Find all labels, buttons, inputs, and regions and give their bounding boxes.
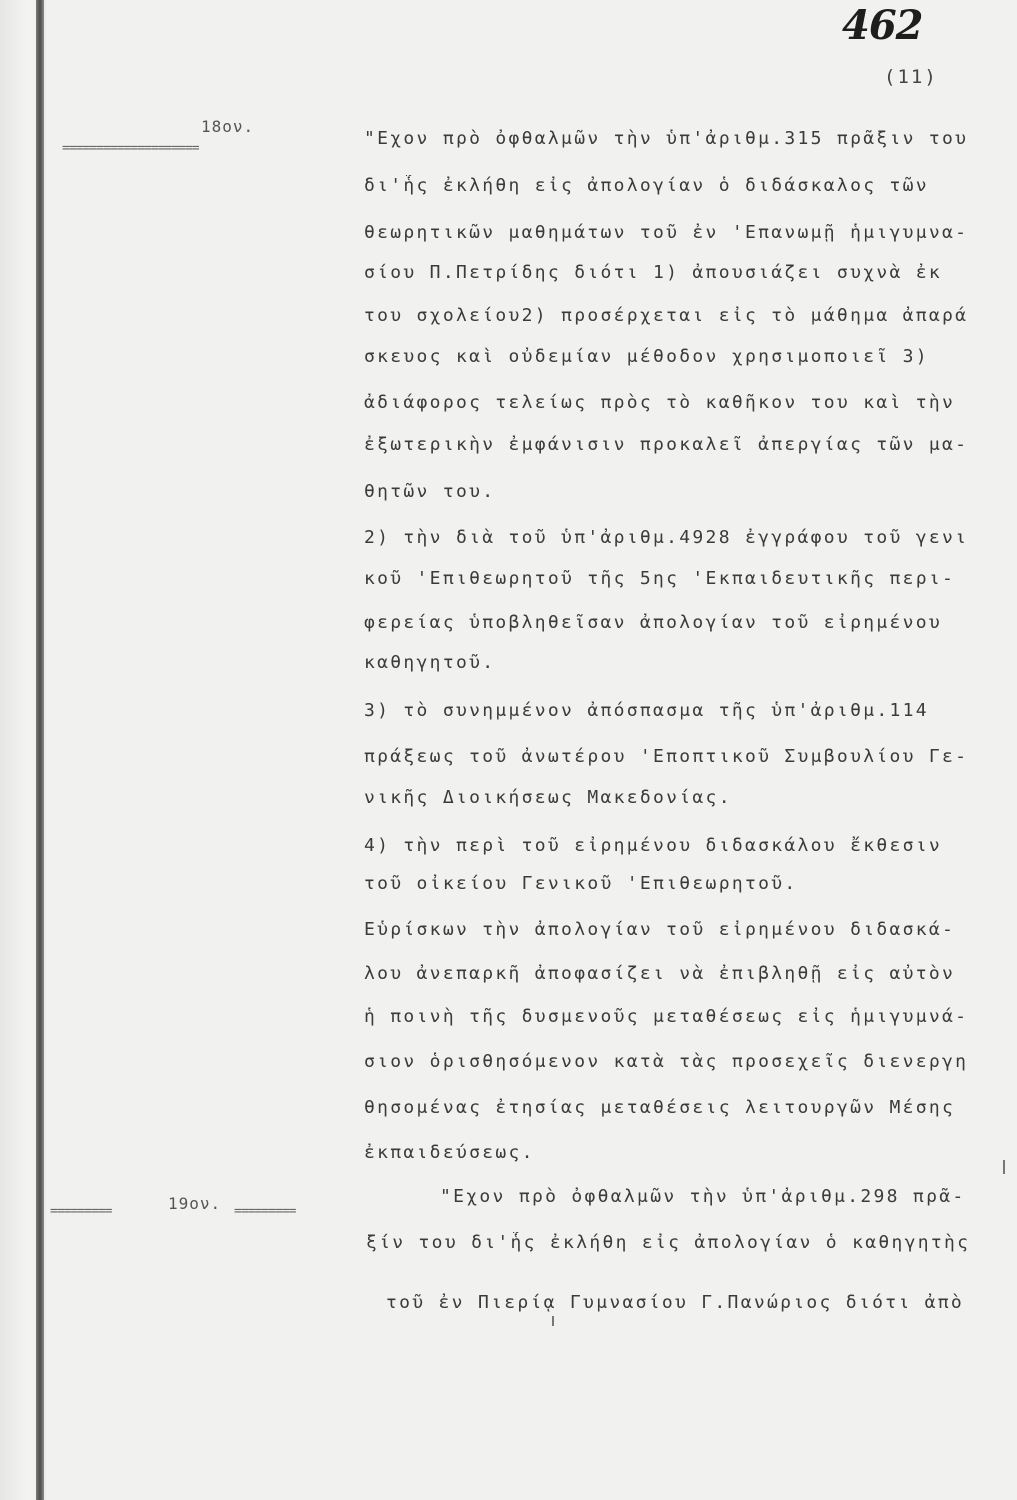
- text-line: καθηγητοῦ.: [364, 652, 496, 673]
- text-line: σιον ὁρισθησόμενον κατὰ τὰς προσεχεῖς διενεργη: [364, 1051, 969, 1072]
- text-line: "Εχον πρὸ ὀφθαλμῶν τὴν ὑπ'ἀριθμ.315 πρᾶξιν του: [364, 128, 969, 149]
- text-line: 3) τὸ συνημμένον ἀπόσπασμα τῆς ὑπ'ἀριθμ.114: [364, 700, 929, 721]
- text-line: κοῦ 'Επιθεωρητοῦ τῆς 5ης 'Εκπαιδευτικῆς περι-: [364, 568, 956, 589]
- text-line: ἀδιάφορος τελείως πρὸς τὸ καθῆκον του καὶ τὴν: [364, 392, 956, 413]
- text-line: σίου Π.Πετρίδης διότι 1) ἀπουσιάζει συχνὰ ἐκ: [364, 262, 943, 283]
- text-line: φερείας ὑποβληθεῖσαν ἀπολογίαν τοῦ εἰρημένου: [364, 612, 943, 633]
- text-line: Εὑρίσκων τὴν ἀπολογίαν τοῦ εἰρημένου διδασκά-: [364, 919, 956, 940]
- stray-mark: [1003, 1160, 1005, 1174]
- text-line: 4) τὴν περὶ τοῦ εἰρημένου διδασκάλου ἔκθεσιν: [364, 835, 943, 856]
- text-line: 2) τὴν διὰ τοῦ ὑπ'ἀριθμ.4928 ἐγγράφου τοῦ γενι: [364, 527, 969, 548]
- text-line: θητῶν του.: [364, 481, 496, 502]
- text-line: του σχολείου2) προσέρχεται εἰς τὸ μάθημα ἀπαρά: [364, 305, 969, 326]
- text-line: λου ἀνεπαρκῆ ἀποφασίζει νὰ ἐπιβληθῇ εἰς αὐτὸν: [364, 963, 956, 984]
- text-line: ἡ ποινὴ τῆς δυσμενοῦς μεταθέσεως εἰς ἡμιγυμνά-: [364, 1006, 969, 1027]
- text-line: ξίν του δι'ἧς ἐκλήθη εἰς ἀπολογίαν ὁ καθηγητὴς: [366, 1232, 971, 1253]
- text-line: τοῦ ἐν Πιερίᾳ Γυμνασίου Γ.Πανώριος διότι ἀπὸ: [386, 1292, 965, 1313]
- section-19-tag: 19ον.: [168, 1194, 222, 1213]
- text-line: "Εχον πρὸ ὀφθαλμῶν τὴν ὑπ'ἀριθμ.298 πρᾶ-: [440, 1186, 966, 1207]
- stray-mark: [552, 1316, 554, 1326]
- section-19-rule-right: =========: [234, 1204, 296, 1219]
- text-line: τοῦ οἰκείου Γενικοῦ 'Επιθεωρητοῦ.: [364, 873, 798, 894]
- text-line: θησομένας ἐτησίας μεταθέσεις λειτουργῶν Μέσης: [364, 1097, 956, 1118]
- section-18-rule: ====================: [62, 141, 199, 156]
- page-number: (11): [884, 66, 938, 88]
- margin-rule: [36, 0, 44, 1500]
- section-18-tag: 18ον.: [201, 117, 255, 136]
- text-line: ἐκπαιδεύσεως.: [364, 1142, 535, 1163]
- text-line: πράξεως τοῦ ἀνωτέρου 'Εποπτικοῦ Συμβουλίου Γε-: [364, 746, 969, 767]
- text-line: θεωρητικῶν μαθημάτων τοῦ ἐν 'Επανωμῇ ἡμιγυμνα-: [364, 222, 969, 243]
- folio-number: 462: [842, 2, 923, 49]
- text-line: νικῆς Διοικήσεως Μακεδονίας.: [364, 787, 732, 808]
- text-line: ἐξωτερικὴν ἐμφάνισιν προκαλεῖ ἀπεργίας τῶν μα-: [364, 434, 969, 455]
- section-19-rule-left: =========: [50, 1204, 112, 1219]
- text-line: δι'ἧς ἐκλήθη εἰς ἀπολογίαν ὁ διδάσκαλος τῶν: [364, 175, 929, 196]
- text-line: σκευος καὶ οὐδεμίαν μέθοδον χρησιμοποιεῖ 3): [364, 346, 929, 367]
